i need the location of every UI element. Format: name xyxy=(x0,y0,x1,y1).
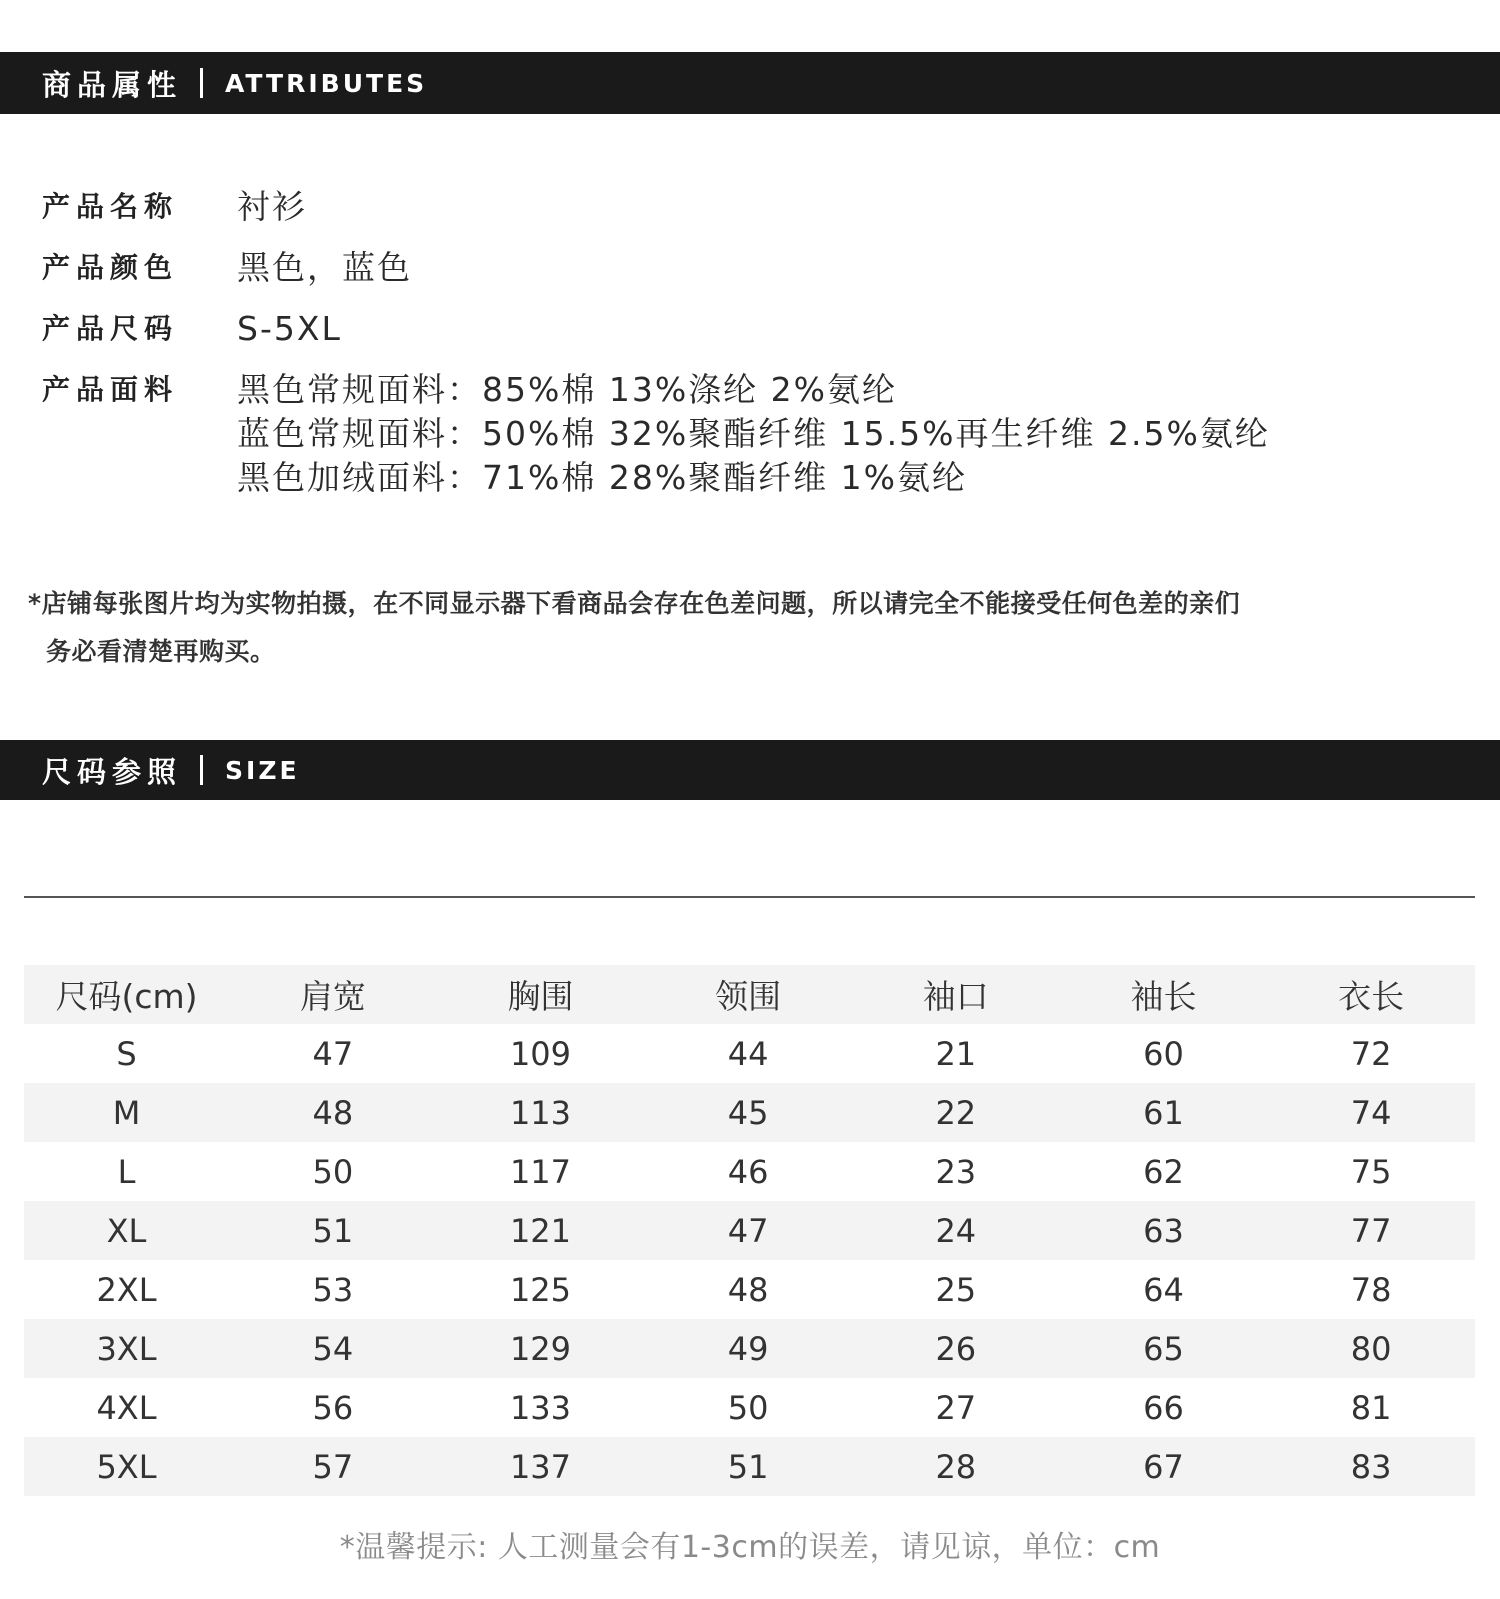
cell-cuff: 23 xyxy=(935,1152,977,1191)
attr-row-name xyxy=(42,185,1442,229)
notice-line-1: *店铺每张图片均为实物拍摄，在不同显示器下看商品会存在色差问题，所以请完全不能接受任何色差的亲们 xyxy=(28,589,1241,618)
header-body-length: 衣长 xyxy=(1267,965,1475,1024)
header-size: 尺码(cm) xyxy=(24,965,229,1024)
cell-size: S xyxy=(116,1034,137,1073)
cell-shoulder: 48 xyxy=(229,1083,437,1142)
cell-size: 2XL xyxy=(96,1270,157,1309)
table-row xyxy=(24,1083,1475,1142)
attr-label-size: 产品尺码 xyxy=(42,312,179,345)
cell-collar: 47 xyxy=(644,1201,852,1260)
size-banner xyxy=(0,740,1500,800)
cell-collar: 51 xyxy=(644,1437,852,1496)
table-row xyxy=(24,1142,1475,1201)
cell-cuff: 22 xyxy=(852,1083,1060,1142)
size-table-header-row xyxy=(24,965,1475,1024)
cell-chest: 113 xyxy=(437,1083,645,1142)
attr-value-name: 衬衫 xyxy=(237,187,307,226)
cell-shoulder: 56 xyxy=(312,1388,354,1427)
table-row xyxy=(24,1378,1475,1437)
cell-body-length: 80 xyxy=(1267,1319,1475,1378)
table-row xyxy=(24,1319,1475,1378)
cell-chest: 129 xyxy=(437,1319,645,1378)
cell-collar: 44 xyxy=(727,1034,769,1073)
cell-cuff: 24 xyxy=(852,1201,1060,1260)
cell-shoulder: 51 xyxy=(229,1201,437,1260)
cell-chest: 109 xyxy=(509,1034,572,1073)
cell-size: M xyxy=(24,1083,229,1142)
attr-value-color: 黑色，蓝色 xyxy=(237,248,412,287)
attr-value-fabric xyxy=(237,368,1270,500)
cell-body-length: 77 xyxy=(1267,1201,1475,1260)
header-sleeve-length: 袖长 xyxy=(1060,965,1268,1024)
cell-cuff: 26 xyxy=(852,1319,1060,1378)
attr-value-size: S-5XL xyxy=(237,309,342,348)
fabric-line: 蓝色常规面料：50%棉 32%聚酯纤维 15.5%再生纤维 2.5%氨纶 xyxy=(237,414,1270,453)
cell-chest: 137 xyxy=(437,1437,645,1496)
cell-collar: 46 xyxy=(727,1152,769,1191)
measurement-tip: *温馨提示: 人工测量会有1-3cm的误差，请见谅，单位：cm xyxy=(339,1530,1161,1565)
cell-shoulder: 54 xyxy=(229,1319,437,1378)
cell-chest: 125 xyxy=(509,1270,572,1309)
cell-cuff: 28 xyxy=(852,1437,1060,1496)
cell-cuff: 25 xyxy=(935,1270,977,1309)
cell-body-length: 78 xyxy=(1350,1270,1392,1309)
cell-body-length: 75 xyxy=(1350,1152,1392,1191)
cell-body-length: 81 xyxy=(1350,1388,1392,1427)
cell-body-length: 83 xyxy=(1267,1437,1475,1496)
header-chest: 胸围 xyxy=(437,965,645,1024)
size-title-cn: 尺码参照 xyxy=(42,754,183,789)
cell-shoulder: 57 xyxy=(229,1437,437,1496)
table-row xyxy=(24,1024,1475,1083)
attributes-list xyxy=(42,185,1442,517)
cell-sleeve-length: 64 xyxy=(1143,1270,1184,1309)
table-row xyxy=(24,1201,1475,1260)
header-shoulder: 肩宽 xyxy=(229,965,437,1024)
cell-shoulder: 50 xyxy=(312,1152,354,1191)
notice-line-2: 务必看清楚再购买。 xyxy=(46,637,276,666)
attr-label-name: 产品名称 xyxy=(42,190,179,223)
cell-size: 4XL xyxy=(96,1388,157,1427)
cell-sleeve-length: 63 xyxy=(1060,1201,1268,1260)
cell-sleeve-length: 66 xyxy=(1143,1388,1184,1427)
banner-separator xyxy=(200,755,203,785)
cell-sleeve-length: 61 xyxy=(1060,1083,1268,1142)
cell-collar: 48 xyxy=(727,1270,769,1309)
cell-sleeve-length: 62 xyxy=(1143,1152,1184,1191)
attr-row-size xyxy=(42,307,1442,351)
fabric-line: 黑色常规面料：85%棉 13%涤纶 2%氨纶 xyxy=(237,370,898,409)
cell-sleeve-length: 67 xyxy=(1060,1437,1268,1496)
color-notice xyxy=(28,580,1428,676)
cell-collar: 45 xyxy=(644,1083,852,1142)
cell-body-length: 74 xyxy=(1267,1083,1475,1142)
attr-label-color: 产品颜色 xyxy=(42,251,179,284)
section-divider xyxy=(24,896,1475,898)
cell-shoulder: 53 xyxy=(312,1270,354,1309)
cell-collar: 50 xyxy=(727,1388,769,1427)
size-title-en: SIZE xyxy=(225,755,300,785)
cell-size: 3XL xyxy=(24,1319,229,1378)
cell-cuff: 27 xyxy=(935,1388,977,1427)
cell-chest: 133 xyxy=(509,1388,572,1427)
cell-size: 5XL xyxy=(24,1437,229,1496)
fabric-line: 黑色加绒面料：71%棉 28%聚酯纤维 1%氨纶 xyxy=(237,458,968,497)
attributes-title-en: ATTRIBUTES xyxy=(225,68,428,98)
header-cuff: 袖口 xyxy=(852,965,1060,1024)
attr-row-fabric xyxy=(42,368,1442,500)
cell-chest: 121 xyxy=(437,1201,645,1260)
cell-collar: 49 xyxy=(644,1319,852,1378)
attr-row-color xyxy=(42,246,1442,290)
attr-label-fabric: 产品面料 xyxy=(42,373,179,406)
banner-separator xyxy=(200,68,203,98)
table-row xyxy=(24,1260,1475,1319)
cell-chest: 117 xyxy=(509,1152,572,1191)
cell-sleeve-length: 60 xyxy=(1143,1034,1184,1073)
attributes-banner xyxy=(0,52,1500,114)
table-row xyxy=(24,1437,1475,1496)
header-collar: 领围 xyxy=(644,965,852,1024)
cell-cuff: 21 xyxy=(935,1034,977,1073)
cell-body-length: 72 xyxy=(1350,1034,1392,1073)
cell-size: XL xyxy=(24,1201,229,1260)
size-table xyxy=(24,965,1475,1496)
cell-shoulder: 47 xyxy=(312,1034,354,1073)
cell-size: L xyxy=(117,1152,136,1191)
attributes-title-cn: 商品属性 xyxy=(42,67,183,102)
cell-sleeve-length: 65 xyxy=(1060,1319,1268,1378)
